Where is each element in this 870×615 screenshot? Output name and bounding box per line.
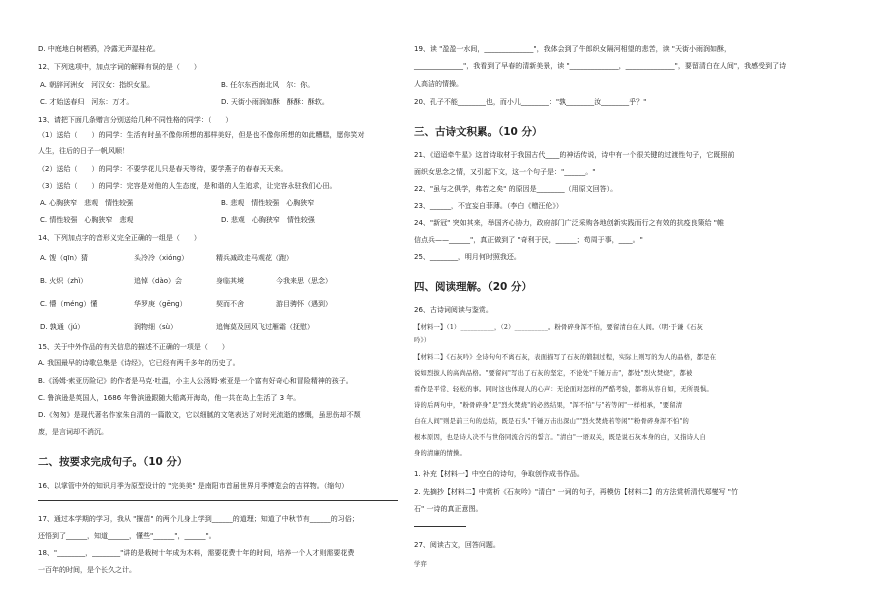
q24-line-2: 信点兵——______"，真正做到了 "奇利于民，______；苟周于事，____。" xyxy=(414,236,643,244)
q14-b-1: B. 火炽（zhì） xyxy=(40,277,88,285)
q12-option-b: B. 任尔东西南北风 尔：你。 xyxy=(221,81,315,89)
q15-stem: 15、关于中外作品的有关信息的描述不正确的一项是（ ） xyxy=(38,343,229,351)
q14-b-4: 今我来思（思念） xyxy=(276,277,332,285)
q13-item-3: （3）送给（ ）的同学：完容是对他的人生态度，是和谐的人生追求，让完容永驻我们心田。 xyxy=(38,182,337,190)
q17-line-2: 还悟到了______，知道______，懂些"______"，______"。 xyxy=(38,532,216,540)
q14-c-2: 华罗庚（gēng） xyxy=(134,300,187,308)
q26-stem: 26、古诗词阅读与鉴赏。 xyxy=(414,306,493,314)
q18-line-2: 一百年的时间，是个长久之计。 xyxy=(38,566,136,574)
q14-c-3: 契而不舍 xyxy=(216,300,244,308)
material-2-line-1: 【材料二】《石灰吟》全诗句句不离石灰，表面描写了石灰的锻制过程，实际上则写的为人的品格，都是在 xyxy=(414,354,717,361)
q24-line-1: 24、"新冠" 突如其来，举国齐心协力，政府部门广泛采购各地创新实践而行之有效的抗疫良策给 "帷 xyxy=(414,219,725,227)
q13-item-2: （2）送给（ ）的同学：不要学花儿只是春天等待，要学燕子的春春天天来。 xyxy=(38,165,288,173)
q17-line-1: 17、通过本学期的学习，我从 "揠苗" 的两个儿身上学到______的道理；知道了中秋节有______的习俗； xyxy=(38,515,359,523)
q15-option-c: C. 鲁滨逊是英国人，1686 年鲁滨逊跟随大船离开海岛，他一共在岛上生活了 3 年。 xyxy=(38,394,301,402)
material-1-line-1: 【材料一】（1）__________，（2）__________。粉骨碎身浑不怕，要留清白在人间。（明·于谦《石灰 xyxy=(414,324,704,331)
q19-line-2: ______________"，我看到了早春的清新美景，读 "______________，______________"，要留清白在人间"，我感受到了诗 xyxy=(414,62,787,70)
material-2-line-2: 说如烈拔人的高尚品格。"要留问"写出了石灰的坚定，不论处"千锤万击"，都处"烈火焚烧"，都被 xyxy=(414,370,693,377)
q15-option-d: D.《匆匆》是现代著名作家朱自清的一篇散文，它以细腻的文笔表达了对时光流逝的感慨，虽思伤却不颓 xyxy=(38,411,361,419)
material-2-line-4: 诗的后两句中，"粉骨碎身"是"烈火焚烧"的必然结果，"浑不怕"与"若等闲"一样相承，"要留清 xyxy=(414,402,683,409)
q13-item-1-cont: 人生，往后的日子一帆风顺！ xyxy=(38,147,129,155)
q14-b-2: 追悼（dào）会 xyxy=(134,277,183,285)
q25-stem: 25、________，明月何时照我还。 xyxy=(414,253,521,261)
q13-item-1: （1）送给（ ）的同学：生活有时虽不像你所想的那样美好，但是也不像你所想的如此糟糕，愿你笑对 xyxy=(38,131,365,139)
q15-option-d-cont: 废，是言词却不消沉。 xyxy=(38,428,108,436)
q21-line-1: 21、《迢迢牵牛星》这首诗取材于我国古代____的神话传说，诗中有一个很关键的过渡性句子，它既照前 xyxy=(414,151,735,159)
q27-passage-title: 学弈 xyxy=(414,561,427,568)
material-2-line-7: 身的清廉的情操。 xyxy=(414,450,466,457)
section-2-title: 二、按要求完成句子。（10 分） xyxy=(38,456,188,468)
q12-option-a: A. 朝辞河洲女 河汉女：指织女星。 xyxy=(40,81,155,89)
q16-stem: 16、以掌管中外的知识月季为原型设计的 "完美美" 是南阳市首届世界月季博览会的吉祥物。（缩句） xyxy=(38,482,349,490)
material-2-line-5: 白在人间"则是前三句的总结，既是石头"千锤万击出深山""烈火焚烧若等闲""粉骨碎身浑不怕"的 xyxy=(414,418,690,425)
q27-stem: 27、阅读古文，回答问题。 xyxy=(414,541,500,549)
q14-c-4: 游目骋怀（遇到） xyxy=(276,300,332,308)
material-2-line-3: 看作是平常、轻松的事。同时这也体现人的心声：无论面对怎样的严酷考验，都将从容自如，无所畏惧。 xyxy=(414,386,713,393)
q11-option-d: D. 中庭地白树栖鸦，冷露无声湿桂花。 xyxy=(38,45,160,53)
q12-stem: 12、下列选项中，加点字词的解释有误的是（ ） xyxy=(38,63,201,71)
q13-stem: 13、请把下面几条赠言分别送给几种不同性格的同学：（ ） xyxy=(38,116,233,124)
q21-line-2: 面织女思念之情，又引起下文，这一个句子是："______。" xyxy=(414,168,596,176)
q13-option-c: C. 情性较强 心胸狭窄 悲观 xyxy=(40,216,134,224)
q14-stem: 14、下列加点字的音形义完全正确的一组是（ ） xyxy=(38,234,201,242)
q26-sub-2: 2. 先摘抄【材料二】中赏析《石灰吟》"清白" 一词的句子，再模仿【材料二】的方法赏析清代郑燮写 "竹 xyxy=(414,488,739,496)
q26-answer-line[interactable] xyxy=(414,526,466,527)
material-1-line-2: 吟》） xyxy=(414,337,431,344)
q13-option-a: A. 心胸狭窄 悲观 情性较强 xyxy=(40,199,134,207)
q19-line-1: 19、读 "盈盈一水间，______________"，我体会到了牛郎织女隔河相望的悲苦，读 "天街小雨润如酥， xyxy=(414,45,732,53)
q14-d-2: 润物细（sù） xyxy=(134,323,178,331)
q23-stem: 23、______，不宜妄自菲薄。（李白《赠汪伦》） xyxy=(414,202,563,210)
q13-option-d: D. 悲观 心胸狭窄 情性较强 xyxy=(221,216,315,224)
section-4-title: 四、阅读理解。（20 分） xyxy=(414,281,533,293)
q14-c-1: C. 懵（méng）懂 xyxy=(40,300,98,308)
q19-line-3: 人高洁的情操。 xyxy=(414,80,463,88)
q14-a-3: 精兵减政走马观花（跑） xyxy=(216,254,293,262)
q26-sub-1: 1. 补充【材料一】中空白的诗句，争取创作成书作品。 xyxy=(414,470,584,478)
q14-b-3: 身临其境 xyxy=(216,277,244,285)
q15-option-a: A. 我国最早的诗歌总集是《诗经》，它已经有两千多年的历史了。 xyxy=(38,359,240,367)
q14-a-1: A. 馊（qīn）猜 xyxy=(40,254,88,262)
material-2-line-6: 根本原因，也是诗人决不与世俗同流合污的誓言。"清白"一语双关，既是说石灰本身的白，又指诗人自 xyxy=(414,434,707,441)
q12-option-c: C. 才始送春归 河东：万才。 xyxy=(40,98,134,106)
q13-option-b: B. 悲观 情性较强 心胸狭窄 xyxy=(221,199,315,207)
q20-stem: 20、孔子不能________也，而小儿________："孰________汝________乎？" xyxy=(414,98,647,106)
q14-d-1: D. 孰通（jú） xyxy=(40,323,85,331)
q15-option-b: B.《汤姆·索亚历险记》的作者是马克·吐温，小主人公汤姆·索亚是一个富有好奇心和冒险精神的孩子。 xyxy=(38,377,353,385)
q16-answer-line[interactable] xyxy=(38,500,398,501)
q18-line-1: 18、"________，________"讲的是栽树十年成为木料，需要花费十年的时间，培养一个人才则需要花费 xyxy=(38,549,355,557)
q12-option-d: D. 天街小雨润如酥 酥酥：酥软。 xyxy=(221,98,329,106)
q14-d-3: 追悔莫及回风飞过雁霜（抚慰） xyxy=(216,323,314,331)
q26-sub-2-cont: 石" 一诗的真正意图。 xyxy=(414,505,483,513)
q14-a-2: 头冷冷（xióng） xyxy=(134,254,189,262)
section-3-title: 三、古诗文积累。（10 分） xyxy=(414,126,543,138)
q22-stem: 22、"虽与之俱学，弗若之矣" 的原因是________（用原文回答）。 xyxy=(414,185,618,193)
